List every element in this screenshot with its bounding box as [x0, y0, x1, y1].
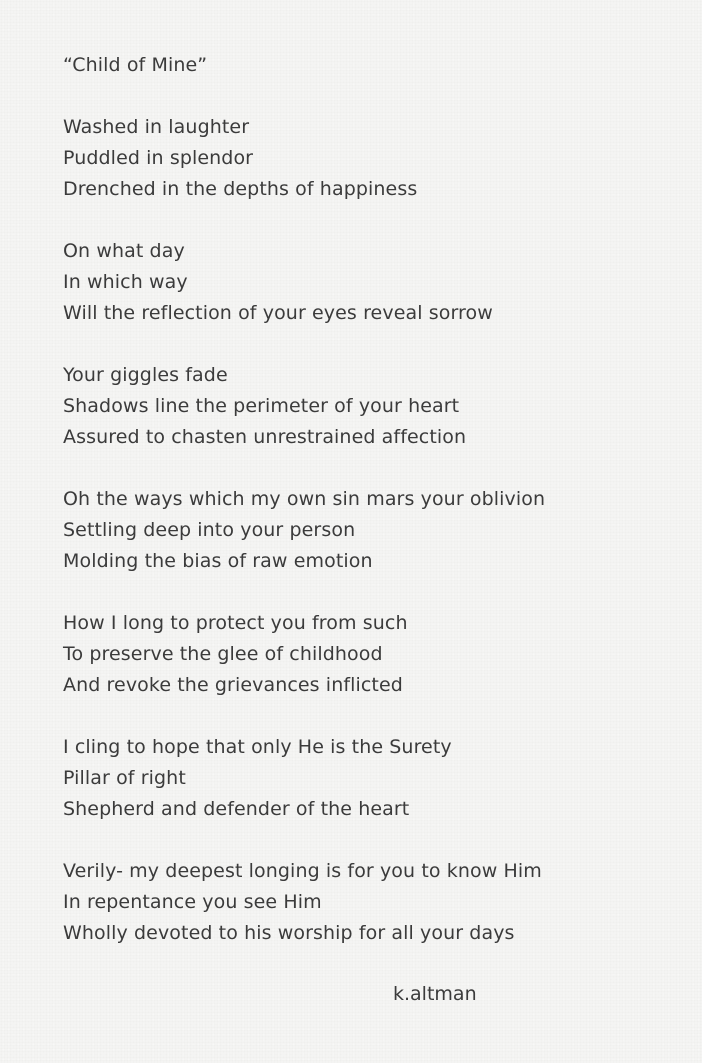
poem-line: Shepherd and defender of the heart — [63, 798, 410, 820]
poem-line: Oh the ways which my own sin mars your oblivion — [63, 488, 546, 510]
poem-line: Assured to chasten unrestrained affection — [63, 426, 467, 448]
poem-line: In which way — [63, 271, 188, 293]
stanza-2 — [63, 236, 702, 329]
stanza-6 — [63, 732, 702, 825]
poem-line: Shadows line the perimeter of your heart — [63, 395, 460, 417]
poem-line: Your giggles fade — [63, 364, 228, 386]
poem-line: Molding the bias of raw emotion — [63, 550, 373, 572]
poem-title: “Child of Mine” — [63, 54, 208, 76]
stanza-gap — [63, 81, 702, 112]
stanza-3 — [63, 360, 702, 453]
poem-line: Puddled in splendor — [63, 147, 254, 169]
stanza-gap — [63, 329, 702, 360]
poem-line: Drenched in the depths of happiness — [63, 178, 418, 200]
poem-line: Pillar of right — [63, 767, 186, 789]
poem-line: On what day — [63, 240, 185, 262]
poem-line: Will the reflection of your eyes reveal sorrow — [63, 302, 493, 324]
poem-line: Verily- my deepest longing is for you to know Him — [63, 860, 542, 882]
poem-line: I cling to hope that only He is the Surety — [63, 736, 452, 758]
poem-line: Washed in laughter — [63, 116, 250, 138]
stanza-gap — [63, 205, 702, 236]
stanza-4 — [63, 484, 702, 577]
poem-line: How I long to protect you from such — [63, 612, 408, 634]
stanza-gap — [63, 825, 702, 856]
poem-line: To preserve the glee of childhood — [63, 643, 383, 665]
stanza-7 — [63, 856, 702, 949]
poem-line: In repentance you see Him — [63, 891, 322, 913]
stanza-gap — [63, 453, 702, 484]
poem-line: And revoke the grievances inflicted — [63, 674, 403, 696]
stanza-1 — [63, 112, 702, 205]
stanza-gap — [63, 577, 702, 608]
poem-line: Settling deep into your person — [63, 519, 356, 541]
author-signature: k.altman — [393, 983, 477, 1005]
poem-line: Wholly devoted to his worship for all your days — [63, 922, 515, 944]
stanza-5 — [63, 608, 702, 701]
stanza-gap — [63, 701, 702, 732]
